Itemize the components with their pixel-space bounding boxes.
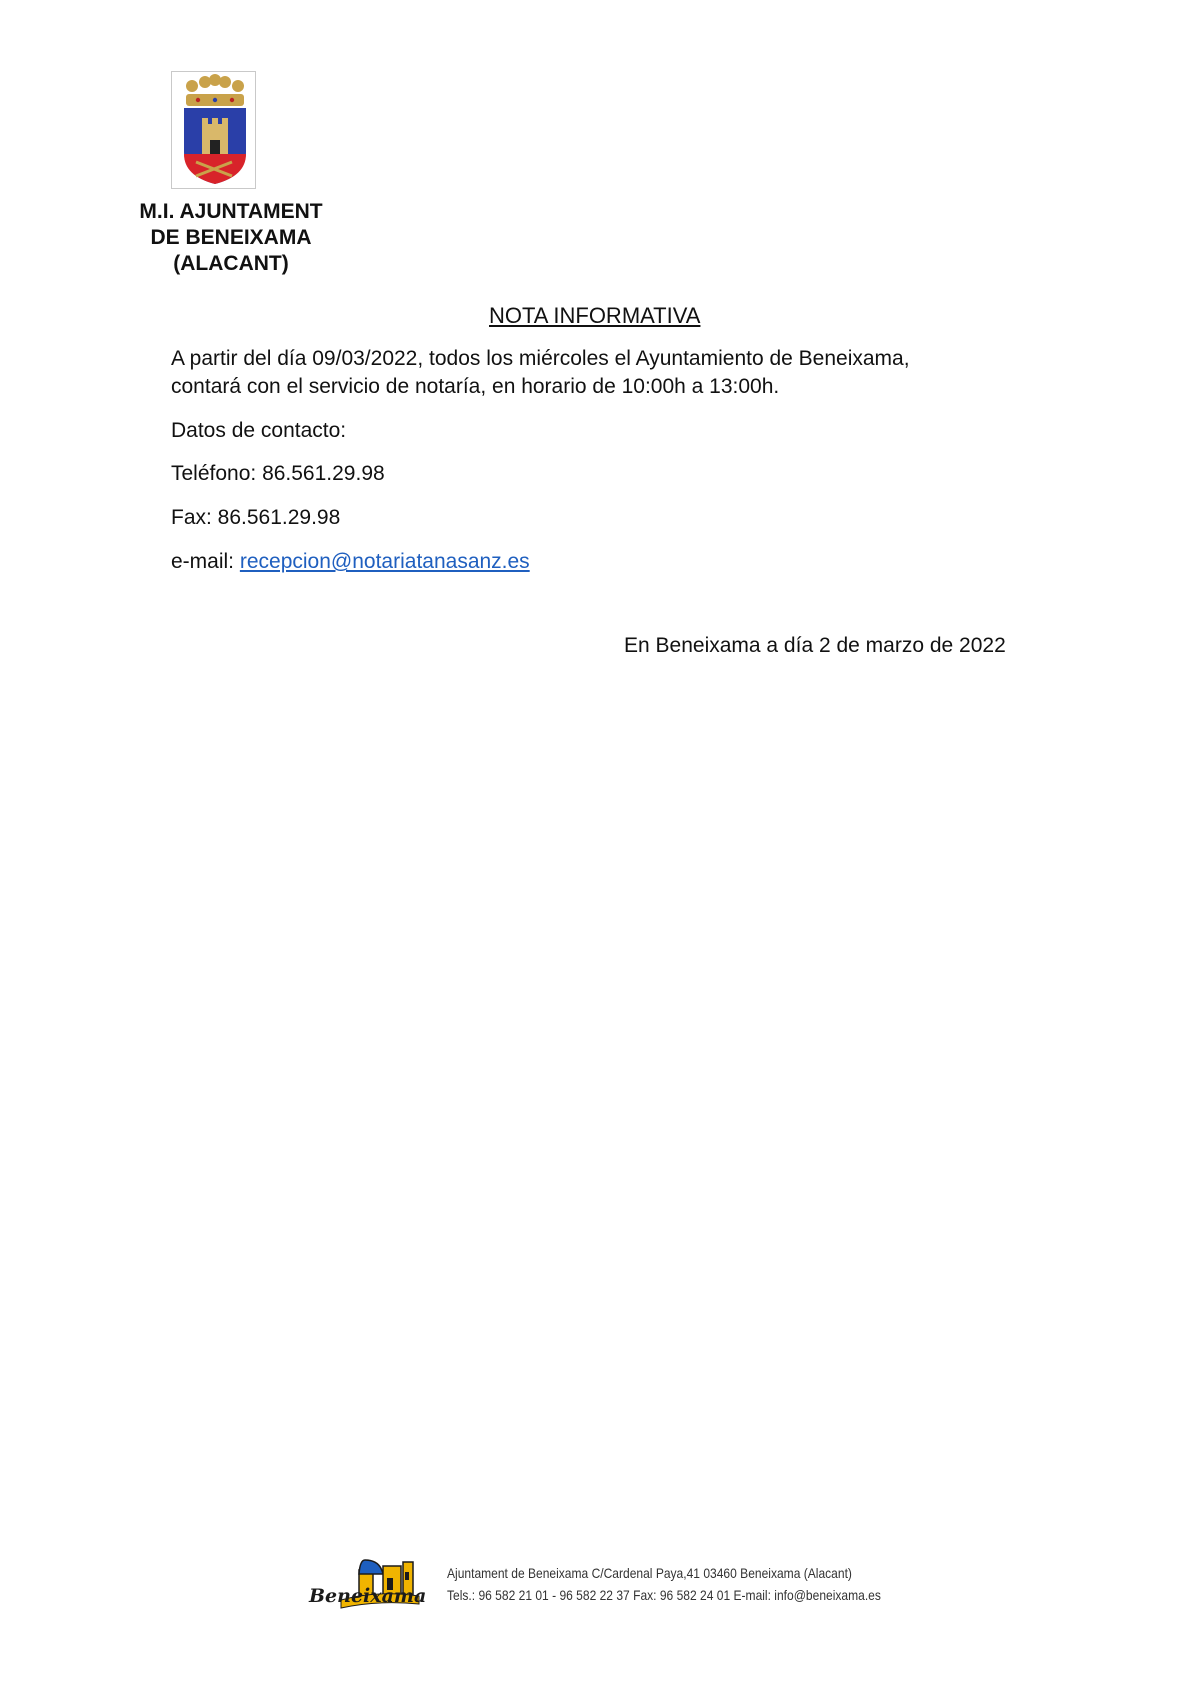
contact-heading: Datos de contacto: [171,419,347,442]
svg-text:Beneixama: Beneixama [309,1585,427,1607]
document-title: NOTA INFORMATIVA [489,303,701,328]
org-line-2: DE BENEIXAMA [150,226,312,249]
paragraph-line-2: contará con el servicio de notaría, en horario de 10:00h a 13:00h. [171,375,780,398]
org-line-3: (ALACANT) [173,252,289,275]
email-label: e-mail: [171,550,240,573]
coat-of-arms-icon [171,71,256,189]
org-line-1: M.I. AJUNTAMENT [139,200,323,223]
paragraph-announcement [171,345,910,401]
fax-line: Fax: 86.561.29.98 [171,506,341,529]
footer-phones: Tels.: 96 582 21 01 - 96 582 22 37 Fax: 96 582 24 01 E-mail: info@beneixama.es [447,1587,881,1603]
phone-line: Teléfono: 86.561.29.98 [171,462,385,485]
date-line: En Beneixama a día 2 de marzo de 2022 [624,634,1006,657]
organization-name [126,199,336,277]
email-line [171,548,530,576]
footer-address: Ajuntament de Beneixama C/Cardenal Paya,41 03460 Beneixama (Alacant) [447,1565,852,1581]
paragraph-line-1: A partir del día 09/03/2022, todos los miércoles el Ayuntamiento de Beneixama, [171,347,910,370]
beneixama-logo-icon [307,1556,427,1618]
footer-contact [447,1562,881,1606]
email-link[interactable]: recepcion@notariatanasanz.es [239,550,530,573]
